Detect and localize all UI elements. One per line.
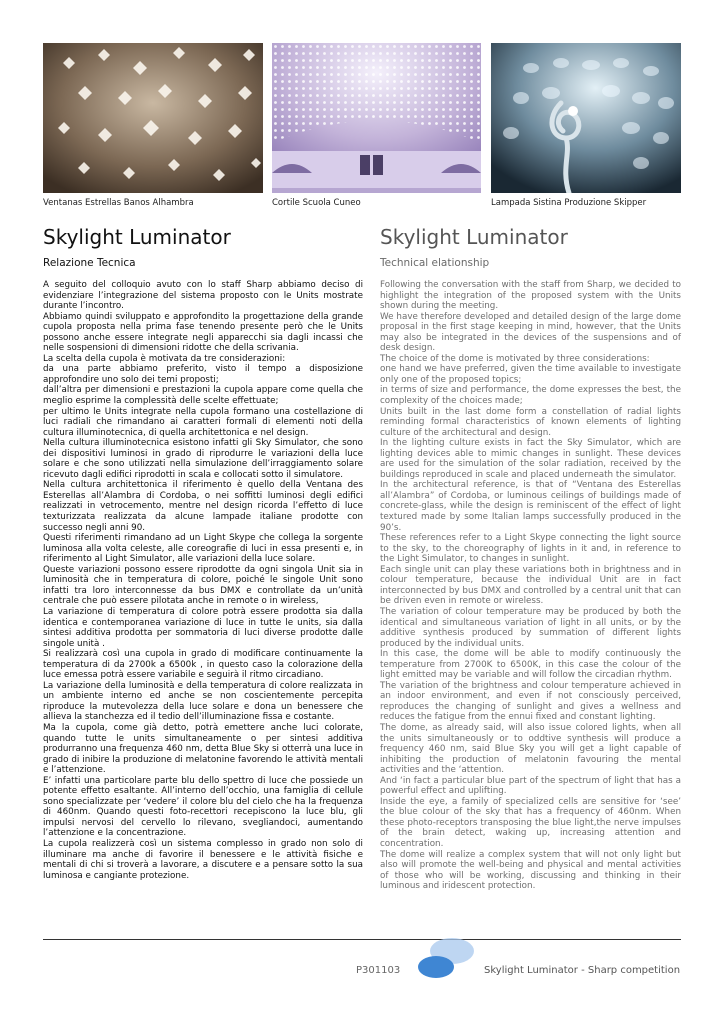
paragraph: one hand we have preferred, given the time available to investigate only one of the proposed topics;: [380, 364, 681, 385]
paragraph: A seguito del colloquio avuto con lo staff Sharp abbiamo deciso di evidenziare l’integrazione del sistema proposto con le Units mostrate durante l’incontro.: [43, 280, 363, 312]
logo-circles-icon: [412, 937, 482, 983]
paragraph: The variation of colour temperature may be produced by both the identical and simultaneous variation of light in all units, or by the additive synthesis produced by summation of different lights produced by the individual units.: [380, 606, 681, 649]
paragraph: The dome, as already said, will also issue colored lights, when all the units simultaneously or to oddtive synthesis will produce a frequency 460 nm, said Blue Sky you will get a light capable of inhibiting the production of melatonin favouring the mental activities and the ‘attention.: [380, 722, 681, 776]
photo-caption: Lampada Sistina Produzione Skipper: [491, 198, 647, 208]
paragraph: in terms of size and performance, the dome expresses the best, the complexity of the choices made;: [380, 385, 681, 407]
photo-alhambra: [43, 43, 263, 193]
paragraph: In the lighting culture exists in fact the Sky Simulator, which are lighting devices able to mimic changes in sunlight. These devices are used for the simulation of the solar radiation, received by the buildings reproduced in scale and placed underneath the simulator.: [380, 438, 681, 480]
paragraph: Ma la cupola, come già detto, potrà emettere anche luci colorate, quando tutte le units simultaneamente o per sintesi additiva produrranno una frequenza 460 nm, detta Blue Sky si otterrà una luce in grado di inibire la produzione di melatonine favorendo le attività mentali e l’attenzione.: [43, 722, 363, 776]
paragraph: In this case, the dome will be able to modify continuously the temperature from 2700K to 6500K, in this case the colour of the light emitted may be variable and will follow the circadian rhythm.: [380, 649, 681, 681]
italian-body: [43, 280, 363, 881]
italian-subtitle: Relazione Tecnica: [43, 257, 136, 269]
paragraph: Nella cultura architettonica il riferimento è quello della Ventana des Esterellas all’Alambra di Cordoba, o nei soffitti luminosi degli edifici realizzati in vetrocemento, mentre nel design ricorda l’effetto di luce texturizzata realizzata da alcune lampade italiane prodotte con successo negli anni 90.: [43, 480, 363, 533]
paragraph: da una parte abbiamo preferito, visto il tempo a disposizione approfondire uno solo dei temi proposti;: [43, 364, 363, 385]
paragraph: Nella cultura illuminotecnica esistono infatti gli Sky Simulator, che sono dei dispositivi luminosi in grado di riprodurre le variazioni della luce solare e che sono utilizzati nella simulazione dell’irraggiamento solare ricevuto dagli edifici riprodotti in scala e collocati sotto il simulatore.: [43, 438, 363, 480]
photo-lampada: [491, 43, 681, 193]
paragraph: La variazione di temperatura di colore potrà essere prodotta sia dalla identica e contemporanea variazione di luce in tutte le units, sia dalla sintesi additiva prodotta per sommatoria di luci diverse prodotte dalle singole unità .: [43, 606, 363, 649]
paragraph: dall’altra per dimensioni e prestazioni la cupola appare come quella che meglio esprime la complessità delle scelte effettuate;: [43, 385, 363, 407]
paragraph: Abbiamo quindi sviluppato e approfondito la progettazione della grande cupola proposta nella prima fase tenendo presente però che le Units possono anche essere integrate negli apparecchi sia dagli incassi che nelle sospensioni di dimensioni ridotte che della scrivania.: [43, 311, 363, 354]
logo-dark-circle: [418, 956, 454, 978]
photo-caption: Ventanas Estrellas Banos Alhambra: [43, 198, 194, 208]
english-header: [380, 224, 681, 270]
paragraph: Units built in the last dome form a constellation of radial lights reminding formal characteristics of known elements of lighting culture of the architectural and design.: [380, 406, 681, 438]
paragraph: La scelta della cupola è motivata da tre considerazioni:: [43, 353, 286, 364]
footer-divider: [43, 939, 681, 940]
paragraph: We have therefore developed and detailed design of the large dome proposal in the first stage keeping in mind, however, that the Units may also be integrated in the devices of the suspensions and of desk design.: [380, 311, 681, 354]
english-body: [380, 280, 681, 892]
paragraph: In the architectural reference, is that of “Ventana des Esterellas all’Alambra” of Cordoba, or luminous ceilings of buildings made of concrete-glass, while the design is reminiscent of the effect of light textured made by some Italian lamps successfully produced in the 90’s.: [380, 480, 681, 533]
english-title: Skylight Luminator: [380, 225, 568, 249]
paragraph: The dome will realize a complex system that will not only light but also will promote the well-being and physical and mental activities of those who will be working, discussing and thinking in their luminous and iridescent protection.: [380, 849, 681, 892]
italian-header: [43, 224, 363, 270]
document-code: P301103: [356, 965, 401, 976]
paragraph: These references refer to a Light Skype connecting the light source to the sky, to the choreography of lights in it and, in reference to the Light Simulator, to changes in sunlight.: [380, 533, 681, 565]
paragraph: La cupola realizzerà così un sistema complesso in grado non solo di illuminare ma anche di favorire il benessere e le attività fisiche e mentali di chi si troverà a lavorare, a discutere e a pensare sotto la sua luminosa e cangiante protezione.: [43, 838, 363, 881]
paragraph: Following the conversation with the staff from Sharp, we decided to highlight the integration of the proposed system with the Units shown during the meeting.: [380, 280, 681, 312]
paragraph: Queste variazioni possono essere riprodotte da ogni singola Unit sia in luminosità che in temperatura di colore, poiché le singole Unit sono infatti tra loro interconnesse da bus DMX e controllate da un’unità centrale che può essere pilotata anche in remote o in wireless,: [43, 564, 363, 607]
paragraph: per ultimo le Units integrate nella cupola formano una costellazione di luci radiali che rimandano ai caratteri formali di elementi noti della cultura illuminotecnica, di quella architettonica e nel design.: [43, 406, 363, 438]
footer-title: Skylight Luminator - Sharp competition: [484, 965, 681, 976]
paragraph: Si realizzarà così una cupola in grado di modificare continuamente la temperatura di da 2700k a 6500k , in questo caso la colorazione della luce emessa potrà essere variabile e seguirà il ritmo circadiano.: [43, 649, 363, 681]
paragraph: La variazione della luminosità e della temperatura di colore realizzata in un ambiente interno ed anche se non coscientemente percepita riproduce la mutevolezza della luce solare e dona un benessere che allieva la stanchezza ed il tedio dell’illuminazione fissa e costante.: [43, 680, 363, 723]
photo-cortile: [272, 43, 481, 193]
paragraph: And ‘in fact a particular blue part of the spectrum of light that has a powerful effect and uplifting.: [380, 775, 681, 797]
italian-title: Skylight Luminator: [43, 225, 231, 249]
paragraph: Questi riferimenti rimandano ad un Light Skype che collega la sorgente luminosa alla volta celeste, alle coreografie di luci in essa presenti e, in riferimento al Light Simulator, alle variazioni della luce solare.: [43, 533, 363, 565]
paragraph: Inside the eye, a family of specialized cells are sensitive for ‘see’ the blue colour of the sky that has a frequency of 460nm. When these photo-receptors transposing the blue light,the nerve impulses of the brain detect, waking up, increasing attention and concentration.: [380, 796, 681, 849]
paragraph: The choice of the dome is motivated by three considerations:: [380, 353, 650, 364]
paragraph: E’ infatti una particolare parte blu dello spettro di luce che possiede un potente effetto esaltante. All’interno dell’occhio, una famiglia di cellule sono specializzate per ‘vedere’ il colore blu del cielo che ha la frequenza di 460nm. Quando questi foto-recettori recepiscono la luce blu, gli impulsi nervosi del cervello lo rilevano, svegliandoci, aumentando l’attenzione e la concentrazione.: [43, 775, 363, 839]
english-subtitle: Technical elationship: [380, 257, 490, 269]
paragraph: Each single unit can play these variations both in brightness and in colour temperature, because the individual Unit are in fact interconnected by bus DMX and controlled by a central unit that can be driven even in remote or wireless.: [380, 564, 681, 607]
paragraph: The variation of the brightness and colour temperature achieved in an indoor environment, and even if not consciously perceived, reproduces the changing of sunlight and gives a wellness and reduces the fatigue from the ennui fixed and constant lighting.: [380, 680, 681, 723]
photo-caption: Cortile Scuola Cuneo: [272, 198, 361, 208]
